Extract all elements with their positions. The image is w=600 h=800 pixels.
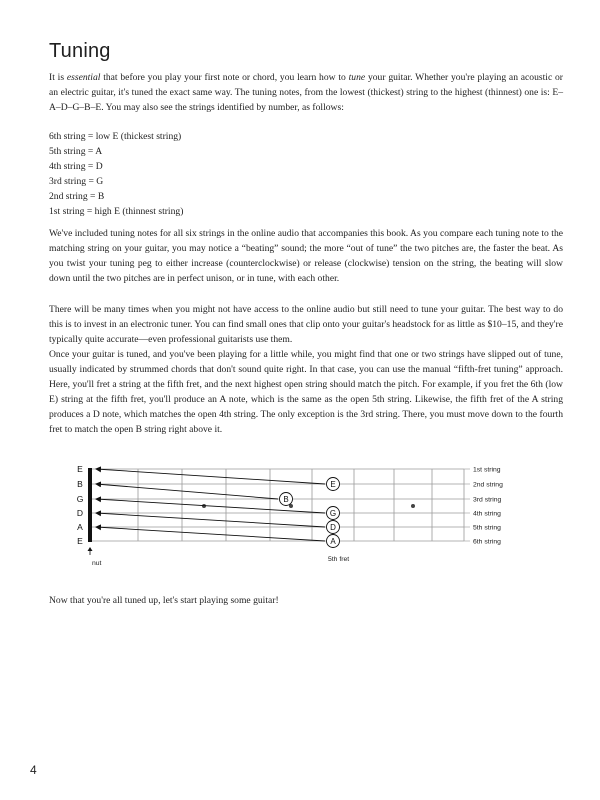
string-list-item: 1st string = high E (thinnest string) xyxy=(49,206,184,218)
string-letter: E xyxy=(77,536,83,546)
fretted-note-a xyxy=(327,535,340,548)
fretted-note-label: A xyxy=(330,537,336,546)
fret-marker-dot xyxy=(411,504,415,508)
page-title: Tuning xyxy=(49,40,111,62)
fifth-fret-tuning-diagram xyxy=(72,457,532,577)
string-name-label: 3rd string xyxy=(473,496,502,504)
string-list-item: 2nd string = B xyxy=(49,191,105,203)
fifth-fret-label: 5th fret xyxy=(328,556,350,563)
string-letter: G xyxy=(76,494,84,504)
intro-text-middle: that before you play your first note or chord, you learn how to xyxy=(100,72,349,83)
string-letter: E xyxy=(77,464,83,474)
arrow-2nd-to-1st xyxy=(96,469,325,484)
fretted-note-label: B xyxy=(283,495,289,504)
string-list-item: 6th string = low E (thickest string) xyxy=(49,131,182,142)
nut-label: nut xyxy=(92,560,102,567)
fretted-note-e xyxy=(327,478,340,491)
arrow-6th-to-5th xyxy=(96,527,325,541)
string-list-item: 3rd string = G xyxy=(49,176,104,188)
string-letter: B xyxy=(77,479,83,489)
string-list-item: 5th string = A xyxy=(49,146,103,158)
electronic-tuner-paragraph xyxy=(49,302,563,347)
intro-text-end: your guitar. Whether you're playing an acoustic or an electric guitar, it's tuned the exact same way. The tuning notes, from the lowest (thickest) string to the highest (thinnest) one is: E–A–D–G–B–E. You may also see the strings identified by number, as follows: xyxy=(49,72,563,114)
paragraph-text: Once your guitar is tuned, and you've been playing for a little while, you might find that one or two strings have slipped out of tune, usually indicated by strummed chords that don't sound quite right. In that case, you can use the manual “fifth-fret tuning” approach. Here, you'll fret a string at the fifth fret, and the next highest open string should match the pitch. For example, if you fret the 6th (low E) string at the fifth fret, you'll produce an A note, which is the same as the open 5th string. Likewise, the fifth fret of the A string produces a D note, which matches the open 4th string. The only exception is the 3rd string. There, you must move down to the fourth fret to match the open B string right above it. xyxy=(49,349,563,436)
nut-pointer xyxy=(88,547,102,567)
page-number: 4 xyxy=(30,763,37,777)
string-name-label: 1st string xyxy=(473,466,501,474)
fretted-note-d xyxy=(327,521,340,534)
string-name-label: 4th string xyxy=(473,510,501,518)
intro-emphasis-essential: essential xyxy=(66,72,101,83)
fretted-note-label: D xyxy=(330,523,336,532)
fretted-note-g xyxy=(327,507,340,520)
string-letter: A xyxy=(77,522,83,532)
arrow-5th-to-4th xyxy=(96,513,325,527)
intro-paragraph xyxy=(49,70,563,115)
fretted-note-b xyxy=(280,493,293,506)
string-name-label: 2nd string xyxy=(473,481,503,489)
arrow-3rd-to-2nd xyxy=(96,484,278,499)
intro-emphasis-tune: tune xyxy=(348,72,366,83)
paragraph-text: We've included tuning notes for all six strings in the online audio that accompanies this book. As you compare each tuning note to the matching string on your guitar, you may notice a “beating” sound; the more “out of tune” the two pitches are, the faster the beat. As you twist your tuning peg to either increase (counterclockwise) or release (clockwise) tension on the string, the beating will slow down until the two pitches are in perfect unison, or in tune, with each other. xyxy=(49,228,563,285)
paragraph-text: There will be many times when you might not have access to the online audio but still need to tune your guitar. The best way to do this is to invest in an electronic tuner. You can find small ones that clip onto your guitar's headstock for as little as $10–15, and they're typically quite accurate—even professional guitarists use them. xyxy=(49,304,563,346)
string-letter: D xyxy=(76,508,84,518)
nut-bar xyxy=(88,468,92,542)
fretted-note-label: G xyxy=(329,509,337,518)
string-name-label: 6th string xyxy=(473,538,501,546)
string-name-label: 5th string xyxy=(473,524,501,532)
intro-text-start: It is xyxy=(49,72,67,83)
fretted-note-label: E xyxy=(330,480,336,489)
tuning-notes-paragraph xyxy=(49,226,563,286)
label-leader-lines xyxy=(464,469,470,541)
fifth-fret-tuning-paragraph xyxy=(49,347,563,438)
paragraph-text: Now that you're all tuned up, let's start playing some guitar! xyxy=(49,595,279,606)
string-list-item: 4th string = D xyxy=(49,161,103,173)
string-names xyxy=(473,467,503,546)
string-letters xyxy=(77,464,84,546)
string-number-list xyxy=(49,129,563,220)
closing-paragraph xyxy=(49,593,563,608)
